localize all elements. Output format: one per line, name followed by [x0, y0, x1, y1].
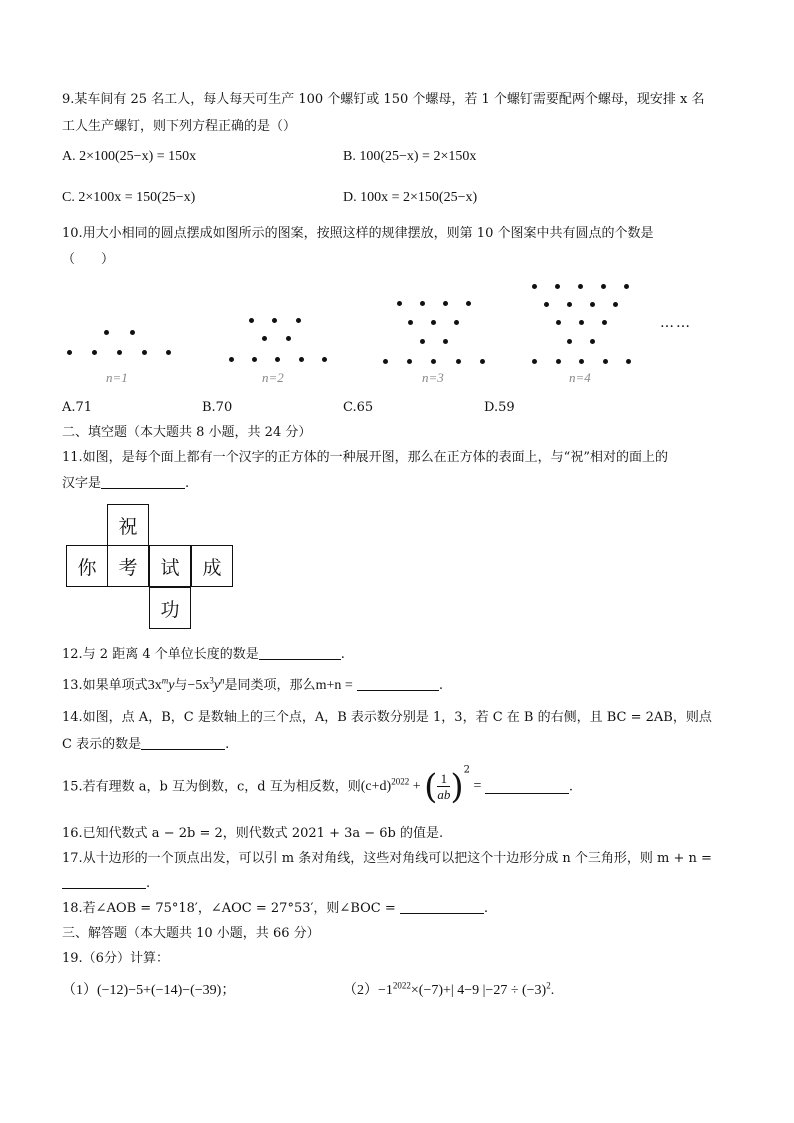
q13: 13.如果单项式$3x^my$与$-5x^3y^n$是同类项，那么m+n = .: [62, 675, 444, 693]
q17-line2: [62, 876, 150, 892]
dot: [544, 302, 549, 307]
dot: [480, 359, 485, 364]
q14-line2: C 表示的数是 .: [62, 737, 230, 752]
dot: [555, 284, 560, 289]
dot: [104, 330, 109, 335]
dot: [275, 357, 280, 362]
cube-face-ni: 你: [66, 545, 108, 587]
dot: [466, 301, 471, 306]
q15-num: 1: [437, 772, 450, 787]
pattern-ellipsis: ……: [660, 315, 692, 331]
q18: 18.若∠AOB = 75°18′，∠AOC = 27°53′，则∠BOC = .: [62, 901, 489, 916]
answer-blank[interactable]: [141, 737, 225, 750]
dot: [624, 284, 629, 289]
dot: [579, 320, 584, 325]
q11-line2: 汉字是 .: [62, 476, 190, 491]
dot: [383, 359, 388, 364]
dot: [262, 336, 267, 341]
q15-expr: (c+d): [360, 778, 392, 794]
answer-blank[interactable]: [400, 901, 484, 914]
q9-option-d: D. 100x = 2×150(25−x): [343, 190, 478, 205]
caption-n4: n=4: [569, 370, 591, 385]
q16: 16.已知代数式 a − 2b = 2，则代数式 2021 + 3a − 6b 的值是.: [62, 826, 444, 841]
q14-line2-text: C 表示的数是: [62, 737, 142, 752]
dot: [286, 336, 291, 341]
q12-text: 12.与 2 距离 4 个单位长度的数是: [62, 647, 259, 662]
q15: 15.若有理数 a，b 互为倒数，c，d 互为相反数，则$(c+d)^{2022}$ + ( $\frac{1}{ab}$ )$^2$ = .: [62, 764, 574, 807]
dot: [299, 357, 304, 362]
dot: [590, 302, 595, 307]
section-2-heading: 二、填空题（本大题共 8 小题，共 24 分）: [62, 425, 312, 440]
q10-line2: （ ）: [62, 252, 115, 267]
cube-face-gong: 功: [149, 587, 191, 629]
q15-square: 2: [463, 764, 470, 776]
q9-option-a: A. 2×100(25−x) = 150x: [62, 149, 197, 164]
q19-part1: （1）(−12)−5+(−14)−(−39)；: [62, 983, 236, 998]
q15-den: ab: [437, 786, 451, 802]
dot: [443, 339, 448, 344]
answer-blank[interactable]: [62, 876, 146, 889]
dot: [408, 320, 413, 325]
dot: [431, 359, 436, 364]
q9-option-c: C. 2×100x = 150(25−x): [62, 190, 196, 205]
q9-option-b: B. 100(25−x) = 2×150x: [343, 149, 477, 164]
dot: [229, 357, 234, 362]
q19-part2exp: 2022: [392, 980, 411, 991]
caption-n3: n=3: [422, 370, 444, 385]
cube-face-kao: 考: [107, 545, 149, 587]
q10-option-a: A.71: [62, 400, 93, 415]
answer-blank[interactable]: [485, 781, 569, 794]
q19-part2: [343, 980, 555, 1000]
dot: [590, 339, 595, 344]
answer-blank[interactable]: [357, 678, 439, 691]
dot: [578, 284, 583, 289]
q15-exp: 2022: [391, 775, 410, 786]
dot: [407, 359, 412, 364]
dot: [602, 320, 607, 325]
q9-line2: 工人生产螺钉，则下列方程正确的是（）: [62, 119, 297, 134]
dot: [456, 359, 461, 364]
q9-line1: 9.某车间有 25 名工人，每人每天可生产 100 个螺钉或 150 个螺母，若 1 个螺钉需要配两个螺母，现安排 x 名: [62, 92, 705, 107]
q17-line1: 17.从十边形的一个顶点出发，可以引 m 条对角线，这些对角线可以把这个十边形分成 n 个三角形，则 m + n =: [62, 851, 712, 866]
q19-part2b: ×(−7)+| 4−9 |−27 ÷ (−3): [410, 983, 547, 998]
dot: [601, 284, 606, 289]
dot: [252, 357, 257, 362]
dot: [296, 318, 301, 323]
dot: [249, 318, 254, 323]
dot: [420, 301, 425, 306]
q10-option-c: C.65: [343, 400, 374, 415]
dot: [567, 339, 572, 344]
q13-sum: m+n =: [315, 678, 353, 693]
dot: [443, 301, 448, 306]
dot: [166, 350, 171, 355]
q15-text: 15.若有理数 a，b 互为倒数，c，d 互为相反数，则: [62, 779, 361, 795]
dot: [579, 359, 584, 364]
cube-face-shi: 试: [149, 545, 191, 587]
q19-title: 19.（6分）计算：: [62, 951, 169, 966]
dot: [603, 359, 608, 364]
dot: [130, 330, 135, 335]
q19-part2end: .: [550, 983, 555, 998]
dot: [117, 350, 122, 355]
dot: [532, 359, 537, 364]
dot: [420, 339, 425, 344]
q18-text: 18.若∠AOB = 75°18′，∠AOC = 27°53′，则∠BOC =: [62, 901, 396, 916]
cube-face-zhu: 祝: [107, 504, 149, 546]
dot: [613, 302, 618, 307]
dot: [322, 357, 327, 362]
dot: [567, 302, 572, 307]
q10-option-d: D.59: [484, 400, 515, 415]
caption-n1: n=1: [106, 370, 128, 385]
q13-expr2: −5x: [187, 678, 210, 693]
q13-text-b: 与: [174, 678, 188, 693]
q19-part2a: （2）−1: [343, 983, 393, 998]
dot: [556, 320, 561, 325]
q13-text-c: 是同类项，那么: [224, 678, 316, 693]
dot: [67, 350, 72, 355]
dot: [272, 318, 277, 323]
dot: [532, 284, 537, 289]
q12: 12.与 2 距离 4 个单位长度的数是 .: [62, 647, 345, 662]
q13-text-a: 13.如果单项式: [62, 678, 148, 693]
dot: [556, 359, 561, 364]
dot: [431, 320, 436, 325]
dot: [92, 350, 97, 355]
dot: [397, 301, 402, 306]
dot: [626, 359, 631, 364]
section-3-heading: 三、解答题（本大题共 10 小题，共 66 分）: [62, 926, 320, 941]
answer-blank[interactable]: [259, 647, 341, 660]
dot: [142, 350, 147, 355]
q10-line1: 10.用大小相同的圆点摆成如图所示的图案，按照这样的规律摆放，则第 10 个图案中共有圆点的个数是: [62, 226, 654, 241]
cube-face-cheng: 成: [191, 545, 233, 587]
dot: [454, 320, 459, 325]
q14-line1: 14.如图，点 A，B，C 是数轴上的三个点，A，B 表示数分别是 1，3，若 C 在 B 的右侧，且 BC = 2AB，则点: [62, 710, 712, 725]
q10-option-b: B.70: [202, 400, 233, 415]
caption-n2: n=2: [262, 370, 284, 385]
q13-expr1: 3x: [147, 678, 162, 693]
q19-part2sq: 2: [546, 980, 551, 991]
q11-line2-text: 汉字是: [62, 476, 102, 491]
q11-line1: 11.如图，是每个面上都有一个汉字的正方体的一种展开图，那么在正方体的表面上，与“祝”相对的面上的: [62, 450, 668, 465]
q17-end: .: [146, 876, 151, 891]
answer-blank[interactable]: [101, 476, 185, 489]
